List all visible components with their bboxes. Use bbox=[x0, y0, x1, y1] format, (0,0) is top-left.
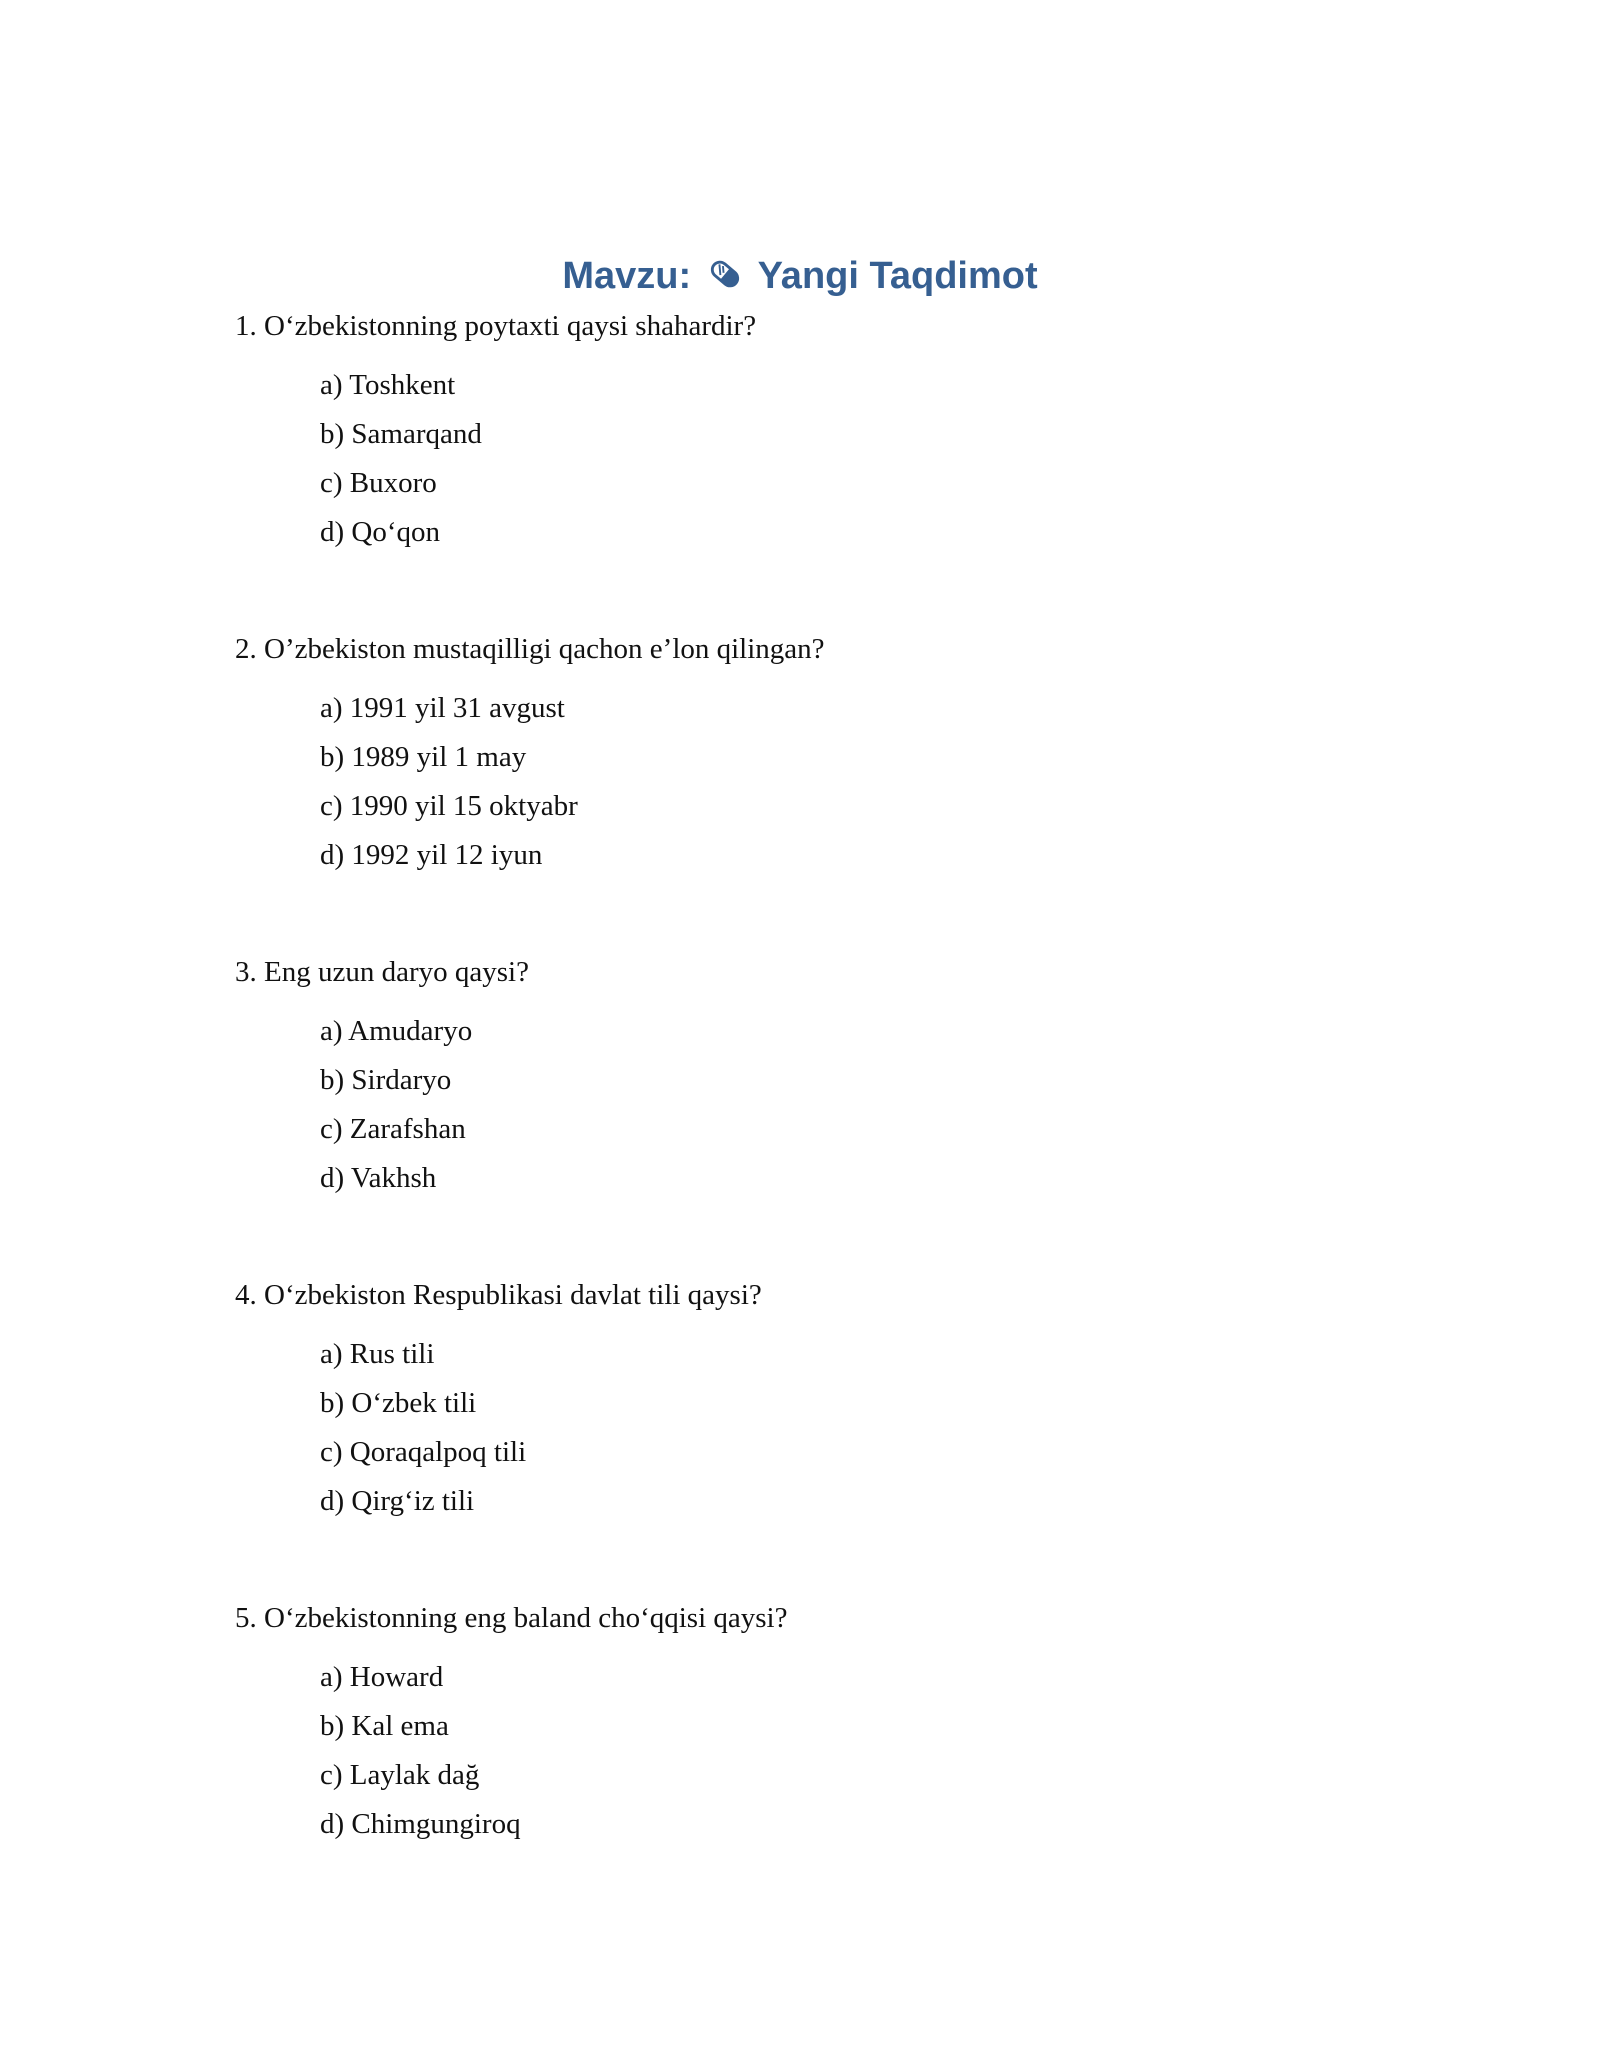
question-4-options bbox=[320, 1330, 526, 1526]
question-1-options bbox=[320, 361, 482, 557]
question-2-options bbox=[320, 684, 578, 880]
question-2-option-d: d) 1992 yil 12 iyun bbox=[320, 839, 543, 871]
question-4-option-b: b) O‘zbek tili bbox=[320, 1387, 477, 1419]
question-1-option-b: b) Samarqand bbox=[320, 418, 482, 450]
title-text: Yangi Taqdimot bbox=[757, 255, 1038, 297]
question-4-text: 4. O‘zbekiston Respublikasi davlat tili qaysi? bbox=[235, 1279, 762, 1311]
title-prefix: Mavzu: bbox=[562, 255, 692, 297]
question-1-text: 1. O‘zbekistonning poytaxti qaysi shahardir? bbox=[235, 310, 757, 342]
question-3-option-b: b) Sirdaryo bbox=[320, 1064, 452, 1096]
question-5-options bbox=[320, 1653, 521, 1849]
question-3-option-a: a) Amudaryo bbox=[320, 1015, 473, 1047]
question-1-option-d: d) Qo‘qon bbox=[320, 516, 441, 548]
question-5-option-d: d) Chimgungiroq bbox=[320, 1808, 521, 1840]
question-1-option-c: c) Buxoro bbox=[320, 467, 437, 499]
question-1-option-a: a) Toshkent bbox=[320, 369, 456, 401]
question-5-option-c: c) Laylak dağ bbox=[320, 1759, 480, 1791]
question-2-option-b: b) 1989 yil 1 may bbox=[320, 741, 527, 773]
question-5-text: 5. O‘zbekistonning eng baland cho‘qqisi qaysi? bbox=[235, 1602, 788, 1634]
question-3-options bbox=[320, 1007, 472, 1203]
pill-icon bbox=[706, 255, 744, 293]
question-3-text: 3. Eng uzun daryo qaysi? bbox=[235, 956, 529, 988]
question-2-text: 2. O’zbekiston mustaqilligi qachon e’lon qilingan? bbox=[235, 633, 825, 665]
question-4-option-d: d) Qirg‘iz tili bbox=[320, 1485, 475, 1517]
page-title bbox=[0, 248, 1600, 304]
question-3-option-c: c) Zarafshan bbox=[320, 1113, 466, 1145]
question-5-option-b: b) Kal ema bbox=[320, 1710, 449, 1742]
question-4-option-c: c) Qoraqalpoq tili bbox=[320, 1436, 527, 1468]
question-5-option-a: a) Howard bbox=[320, 1661, 444, 1693]
question-2-option-c: c) 1990 yil 15 oktyabr bbox=[320, 790, 578, 822]
question-3-option-d: d) Vakhsh bbox=[320, 1162, 437, 1194]
question-4-option-a: a) Rus tili bbox=[320, 1338, 435, 1370]
question-2-option-a: a) 1991 yil 31 avgust bbox=[320, 692, 565, 724]
